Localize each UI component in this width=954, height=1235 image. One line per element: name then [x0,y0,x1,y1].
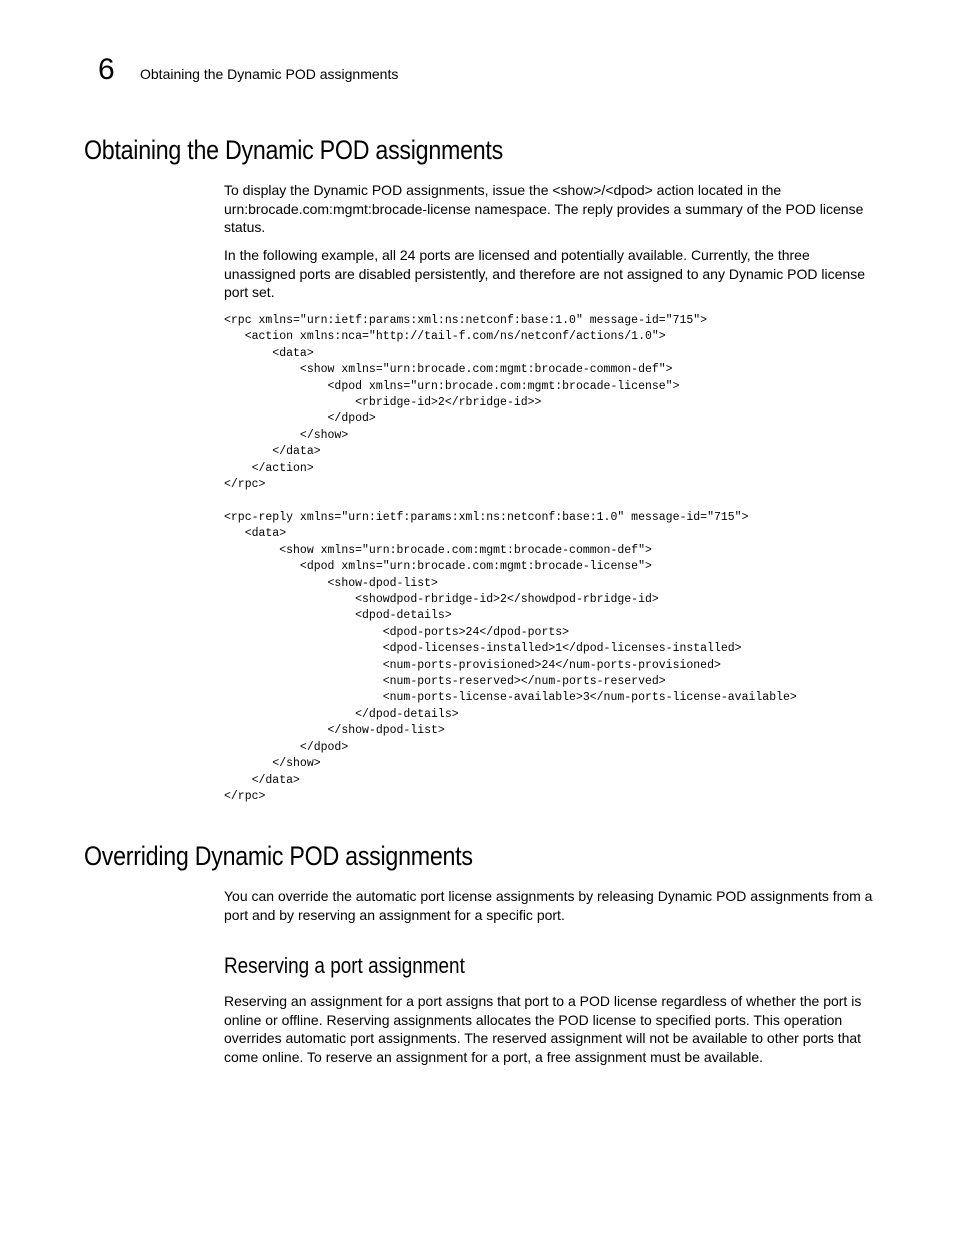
running-header-title: Obtaining the Dynamic POD assignments [140,66,399,82]
rpc-request-code-block: <rpc xmlns="urn:ietf:params:xml:ns:netconf:base:1.0" message-id="715"> <action xmlns:nca="http://tail-f.com/ns/netconf/actions/1.0"> <data> <show xmlns="urn:brocade.com:mgmt:brocade-common-def"> <dpod xmlns="urn:brocade.com:mgmt:brocade-license"> <rbridge-id>2</rbridge-id>> </dpod> </show> </data> </action> </rpc> [224,314,708,492]
chapter-number: 6 [98,53,115,86]
example-paragraph: In the following example, all 24 ports are licensed and potentially available. Currently, the three unassigned ports are disabled persistently, and therefore are not assigned to any Dynamic POD license port set. [224,247,865,301]
intro-paragraph: To display the Dynamic POD assignments, issue the <show>/<dpod> action located in the urn:brocade.com:mgmt:brocade-license namespace. The reply provides a summary of the POD license status. [224,182,864,236]
rpc-reply-code-block: <rpc-reply xmlns="urn:ietf:params:xml:ns:netconf:base:1.0" message-id="715"> <data> <show xmlns="urn:brocade.com:mgmt:brocade-common-def"> <dpod xmlns="urn:brocade.com:mgmt:brocade-license"> <show-dpod-list> <showdpod-rbridge-id>2</showdpod-rbridge-id> <dpod-details> <dpod-ports>24</dpod-ports> <dpod-licenses-installed>1</dpod-licenses-installed> <num-ports-provisioned>24</num-ports-provisioned> <num-ports-reserved></num-ports-reserved> <num-ports-license-available>3</num-ports-license-available> </dpod-details> </show-dpod-list> </dpod> </show> </data> </rpc> [224,511,797,803]
subsection-heading-reserving-port: Reserving a port assignment [224,953,465,978]
section-heading-overriding-dpod: Overriding Dynamic POD assignments [84,841,473,871]
reserving-paragraph: Reserving an assignment for a port assigns that port to a POD license regardless of whether the port is online or offline. Reserving assignments allocates the POD license to specified ports. This operation overrides automatic port assignments. The reserved assignment will not be available to other ports that come online. To reserve an assignment for a port, a free assignment must be available. [224,993,862,1065]
override-paragraph: You can override the automatic port license assignments by releasing Dynamic POD assignments from a port and by reserving an assignment for a specific port. [224,888,873,923]
section-heading-obtaining-dpod: Obtaining the Dynamic POD assignments [84,135,503,165]
